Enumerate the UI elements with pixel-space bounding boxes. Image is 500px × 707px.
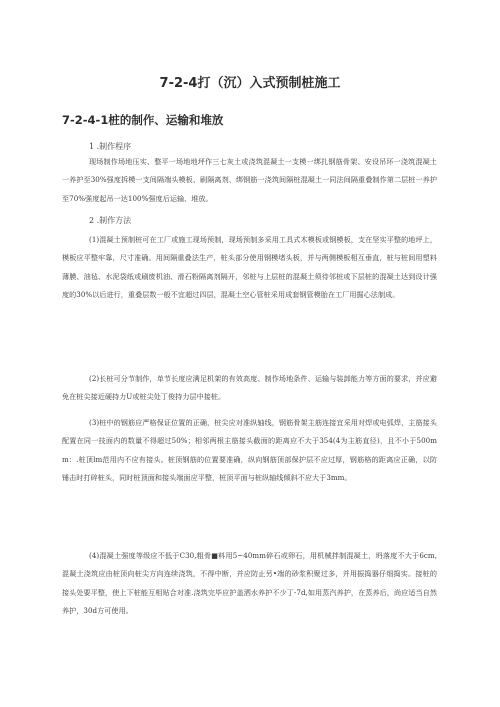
paragraph-method-1: (1)混凝土预制桩可在工厂或施工现场预制，现场预制多采用工具式木模板或钢模板，支在坚实平整的地坪上，模板应平整牢靠，尺寸准确。用间隔重叠法生产，桩头部分使用钢模堵头板，并与两侧模板相互垂直，桩与桩间用塑料薄膜、油毡、水泥袋纸或刷废机油、滑石粉隔离剂隔开，邻桩与上层桩的混凝土须待邻桩或下层桩的混凝土达到设计强度的30%以后进行，重叠层数一般不宜超过四层，混凝土空心管桩采用成套钢管模胎在工厂用掘心法制成。 bbox=[62, 235, 437, 299]
subsection-heading-procedure: 1 .制作程序 bbox=[89, 142, 132, 151]
subsection-heading-method: 2 .制作方法 bbox=[89, 216, 132, 225]
paragraph-procedure: 现场制作场地压实、整平一场地地坪作三七灰土或浇筑混凝土一支模一绑扎钢筋骨架、安设吊环一浇筑混凝土一养护至30%强度拆模一支间隔端头模板、刷隔离剂、绑钢筋一浇筑间隔桩混凝土一同法间隔重叠制作第二层桩一养护至70%强度起吊一达100%强度后运输、堆放。 bbox=[62, 157, 437, 203]
section-heading: 7-2-4-1桩的制作、运输和堆放 bbox=[62, 113, 224, 127]
paragraph-method-3: (3)桩中的钢筋应严格保证位置的正确，桩尖应对准纵轴线，钢筋骨架主筋连接宜采用对焊或电弧焊，主筋接头配置在同一技面内的数量不得超过50%；相邻两根主筋接头截面的距离应不大于354(4为主筋直径)，且不小于500mm：.桩顶lm范用内不应有接头。桩顶钢筋的位置要准确，纵向钢筋顶部保护层不应过厚，钢筋格的距离应正确，以防锤击时打碎桩头，同时桩顶面和接头端面应平整，桩顶平面与桩纵轴线倾斜不应大于3mm。 bbox=[62, 418, 437, 482]
paragraph-method-2: (2)长桩可分节制作，单节长度应满足机架的有效高度、制作场地条件、运输与装卸能力等方面的要求，并应避免在桩尖接近硬持力U或桩尖处丁俊持力层中接桩。 bbox=[62, 374, 437, 402]
document-title: 7-2-4打（沉）入式预制桩施工 bbox=[159, 76, 341, 91]
paragraph-method-4: (4)混凝土强度等级应不低于C30,粗骨■料用5~40mm碎石或卵石，用机械拌制混凝土，坍落度不大于6cm,混凝土浇筑应由桩顶向桩尖方向连续浇筑，不得中断，并应防止另•端的砂浆积聚过多，并用振捣器仔细捣实。接桩的接头处要平整，使上下桩能互相贴合对准.浇筑完毕应护盖洒水养护不少丁-7d,如用蒸汽养护，在蒸养后，尚应适当自然养护，30d方可使用。 bbox=[62, 551, 437, 615]
